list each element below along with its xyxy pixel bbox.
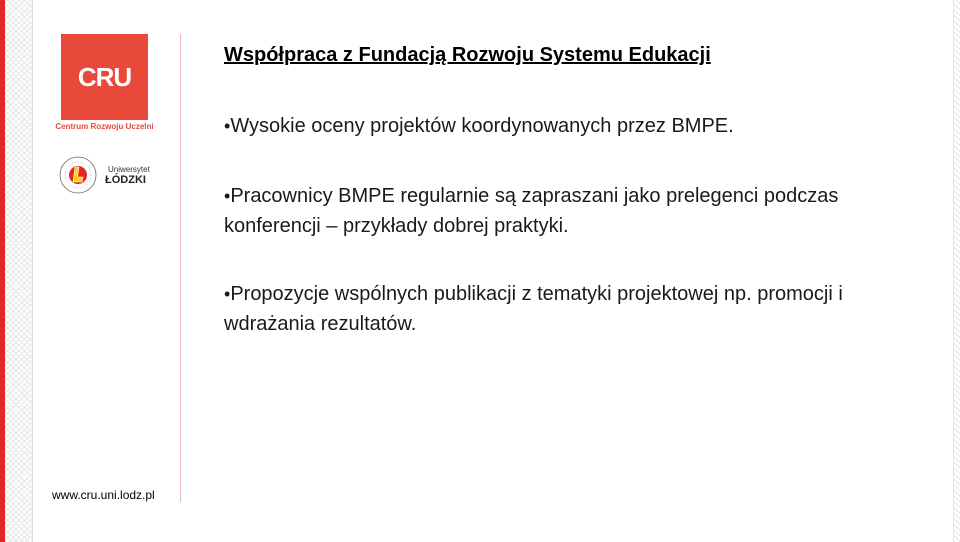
university-logo-line2: ŁÓDZKI	[105, 174, 146, 186]
left-decorative-stripe	[0, 0, 33, 542]
bullet-marker: •	[224, 116, 231, 136]
university-of-lodz-logo	[58, 155, 153, 195]
left-red-edge	[0, 0, 5, 542]
bullet-text: Propozycje wspólnych publikacji z tematyki projektowej np. promocji i wdrażania rezultatów.	[224, 283, 843, 335]
university-logo-line1: Uniwersytet	[108, 165, 150, 174]
bullet-item	[224, 181, 924, 241]
bullet-text: Pracownicy BMPE regularnie są zapraszani jako prelegenci podczas konferencji – przykłady dobrej praktyki.	[224, 185, 839, 237]
bullet-item	[224, 279, 924, 339]
right-decorative-stripe	[953, 0, 960, 542]
university-seal-icon	[58, 155, 98, 195]
bullet-marker: •	[224, 284, 231, 304]
sidebar-divider	[180, 34, 181, 502]
bullet-marker: •	[224, 186, 231, 206]
cru-logo	[61, 34, 148, 120]
slide-title: Współpraca z Fundacją Rozwoju Systemu Edukacji	[224, 44, 711, 66]
bullet-text: Wysokie oceny projektów koordynowanych przez BMPE.	[230, 115, 734, 137]
cru-logo-text: CRU	[77, 61, 132, 92]
cru-logo-caption: Centrum Rozwoju Uczelni	[55, 122, 154, 131]
bullet-item	[224, 111, 924, 141]
footer-website-link[interactable]: www.cru.uni.lodz.pl	[52, 488, 155, 502]
